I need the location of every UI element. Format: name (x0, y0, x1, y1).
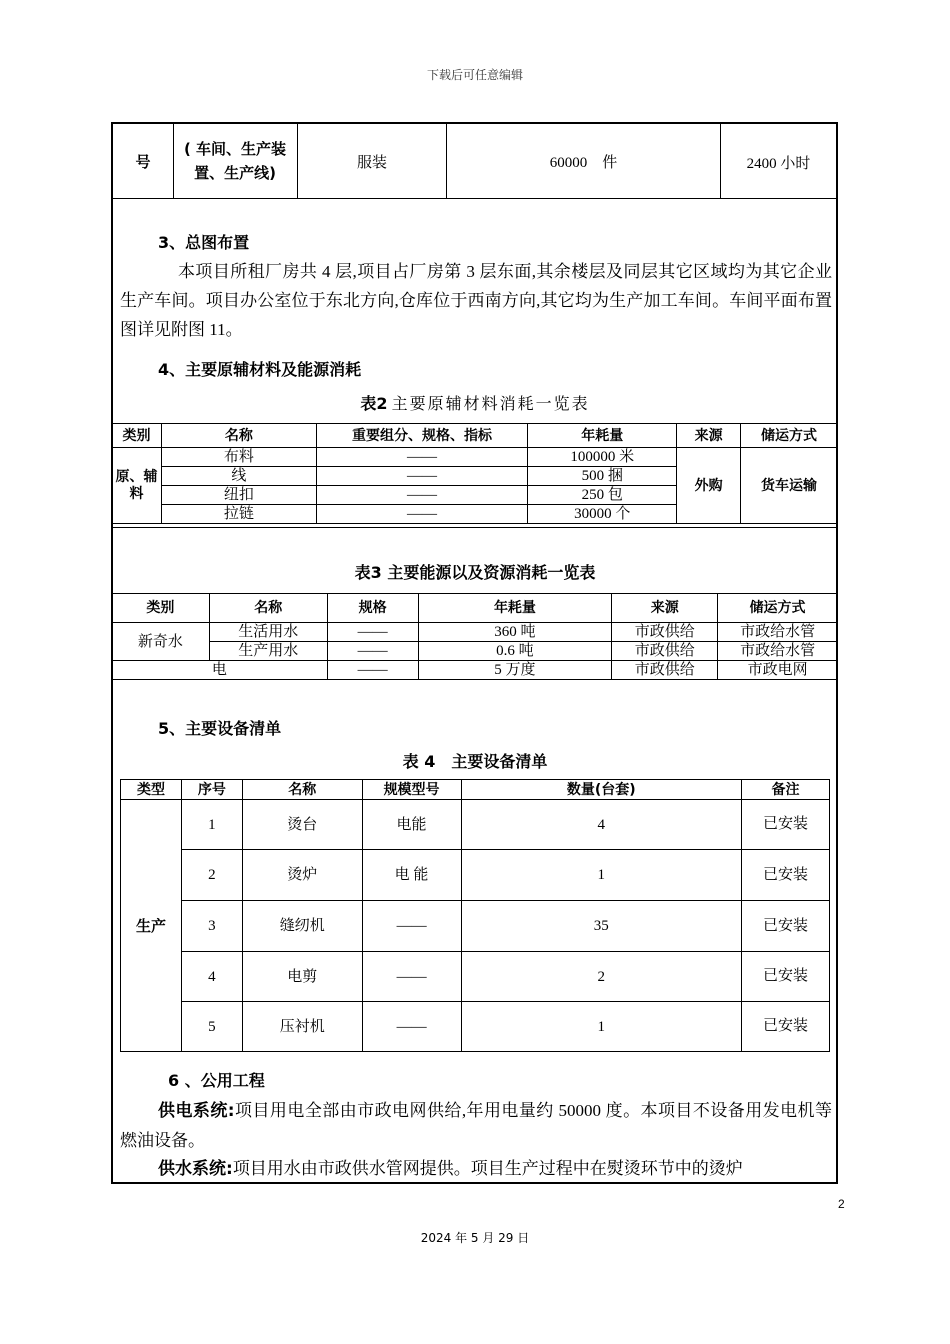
table4-model: 电 能 (362, 850, 461, 901)
table4-header: 规模型号 (362, 780, 461, 800)
table3-elec-spec: —— (327, 661, 418, 680)
table2-name: 布料 (161, 448, 316, 467)
top-row-unit-type: ( 车间、生产装置、生产线) (183, 140, 287, 182)
table4-no: 5 (181, 1002, 242, 1052)
table2-amount: 500 捆 (528, 467, 677, 486)
table2-caption-text: 主要原辅材料消耗一览表 (391, 396, 590, 413)
table4-model: —— (362, 952, 461, 1002)
table3-elec-amount: 5 万度 (418, 661, 612, 680)
divider (111, 198, 838, 199)
table4-name: 缝纫机 (242, 901, 362, 952)
table3 (111, 593, 838, 680)
table2-amount: 100000 米 (528, 448, 677, 467)
section3-title: 3、总图布置 (158, 233, 250, 252)
table4-caption: 表 4 主要设备清单 (402, 752, 548, 771)
table2-transport: 货车运输 (741, 448, 838, 524)
table3-amount: 0.6 吨 (418, 642, 612, 661)
top-row-label: 号 (135, 152, 151, 171)
table3-header: 名称 (209, 594, 327, 623)
table4-qty: 1 (461, 1002, 742, 1052)
table4-no: 4 (181, 952, 242, 1002)
table2-header: 储运方式 (741, 424, 838, 448)
table2-name: 线 (161, 467, 316, 486)
table4-name: 烫炉 (242, 850, 362, 901)
table2-header: 类别 (112, 424, 162, 448)
table3-elec-name: 电 (112, 661, 328, 680)
section6-title: 6 、公用工程 (168, 1071, 265, 1090)
table2-name: 纽扣 (161, 486, 316, 505)
table2-spec: —— (316, 505, 528, 524)
top-row-product: 服装 (356, 154, 387, 171)
table4-qty: 1 (461, 850, 742, 901)
power-system-label: 供电系统: (158, 1101, 235, 1121)
table2-source: 外购 (677, 448, 741, 524)
section4-title: 4、主要原辅材料及能源消耗 (158, 360, 362, 379)
table4-model: —— (362, 1002, 461, 1052)
table4-qty: 2 (461, 952, 742, 1002)
table3-name: 生活用水 (209, 623, 327, 642)
table4-model: 电能 (362, 800, 461, 850)
table2-spec: —— (316, 448, 528, 467)
table3-header: 储运方式 (718, 594, 838, 623)
section3-body: 本项目所租厂房共 4 层,项目占厂房第 3 层东面,其余楼层及同层其它区域均为其它企业生产车间。项目办公室位于东北方向,仓库位于西南方向,其它均为生产加工车间。车间平面布置图详见附图 11。 (120, 262, 832, 339)
table3-transport: 市政给水管 (718, 623, 838, 642)
section5-title: 5、主要设备清单 (158, 719, 282, 738)
table3-elec-transport: 市政电网 (718, 661, 838, 680)
table3-elec-source: 市政供给 (612, 661, 718, 680)
top-row-output: 60000 件 (549, 154, 618, 171)
table2-category: 原、辅料 (112, 448, 162, 524)
table4-note: 已安装 (742, 901, 830, 952)
table3-source: 市政供给 (612, 642, 718, 661)
section6-power-paragraph (120, 1096, 832, 1155)
table3-header: 类别 (112, 594, 210, 623)
table4-header: 类型 (121, 780, 182, 800)
table3-amount: 360 吨 (418, 623, 612, 642)
table4-header: 数量(台套) (461, 780, 742, 800)
water-system-label: 供水系统: (158, 1159, 233, 1179)
table3-caption: 表3 主要能源以及资源消耗一览表 (354, 563, 596, 582)
table2-header: 名称 (161, 424, 316, 448)
table4-qty: 4 (461, 800, 742, 850)
table2-amount: 250 包 (528, 486, 677, 505)
table3-name: 生产用水 (209, 642, 327, 661)
table3-spec: —— (327, 642, 418, 661)
table2 (111, 423, 838, 524)
table3-water-category: 新奇水 (112, 623, 210, 661)
section6-water-paragraph (120, 1154, 832, 1184)
table4-note: 已安装 (742, 1002, 830, 1052)
table2-name: 拉链 (161, 505, 316, 524)
table2-amount: 30000 个 (528, 505, 677, 524)
table4-note: 已安装 (742, 800, 830, 850)
table4-note: 已安装 (742, 850, 830, 901)
divider (111, 527, 838, 528)
page-number: 2 (838, 1197, 845, 1211)
power-system-body: 项目用电全部由市政电网供给,年用电量约 50000 度。本项目不设备用发电机等燃油设备。 (120, 1101, 832, 1150)
table4-name: 电剪 (242, 952, 362, 1002)
table4 (120, 779, 830, 1052)
table3-header: 来源 (612, 594, 718, 623)
table4-category: 生产 (121, 800, 182, 1052)
table4-name: 烫台 (242, 800, 362, 850)
table4-no: 2 (181, 850, 242, 901)
table4-header: 序号 (181, 780, 242, 800)
table2-spec: —— (316, 486, 528, 505)
water-system-body: 项目用水由市政供水管网提供。项目生产过程中在熨烫环节中的烫炉 (232, 1159, 743, 1178)
table4-name: 压衬机 (242, 1002, 362, 1052)
table3-transport: 市政给水管 (718, 642, 838, 661)
table3-spec: —— (327, 623, 418, 642)
divider (173, 122, 174, 199)
table3-header: 规格 (327, 594, 418, 623)
footer-date: 2024 年 5 月 29 日 (420, 1231, 530, 1245)
table4-model: —— (362, 901, 461, 952)
table3-source: 市政供给 (612, 623, 718, 642)
table2-header: 重要组分、规格、指标 (316, 424, 528, 448)
table4-qty: 35 (461, 901, 742, 952)
table4-note: 已安装 (742, 952, 830, 1002)
table2-caption (0, 391, 950, 414)
table4-header: 名称 (242, 780, 362, 800)
top-row-hours: 2400 小时 (746, 156, 811, 172)
table4-header: 备注 (742, 780, 830, 800)
table4-no: 3 (181, 901, 242, 952)
table4-no: 1 (181, 800, 242, 850)
page-header: 下载后可任意编辑 (426, 68, 523, 82)
table2-caption-number: 表2 (360, 394, 388, 413)
table2-header: 年耗量 (528, 424, 677, 448)
table2-spec: —— (316, 467, 528, 486)
table3-header: 年耗量 (418, 594, 612, 623)
table2-header: 来源 (677, 424, 741, 448)
